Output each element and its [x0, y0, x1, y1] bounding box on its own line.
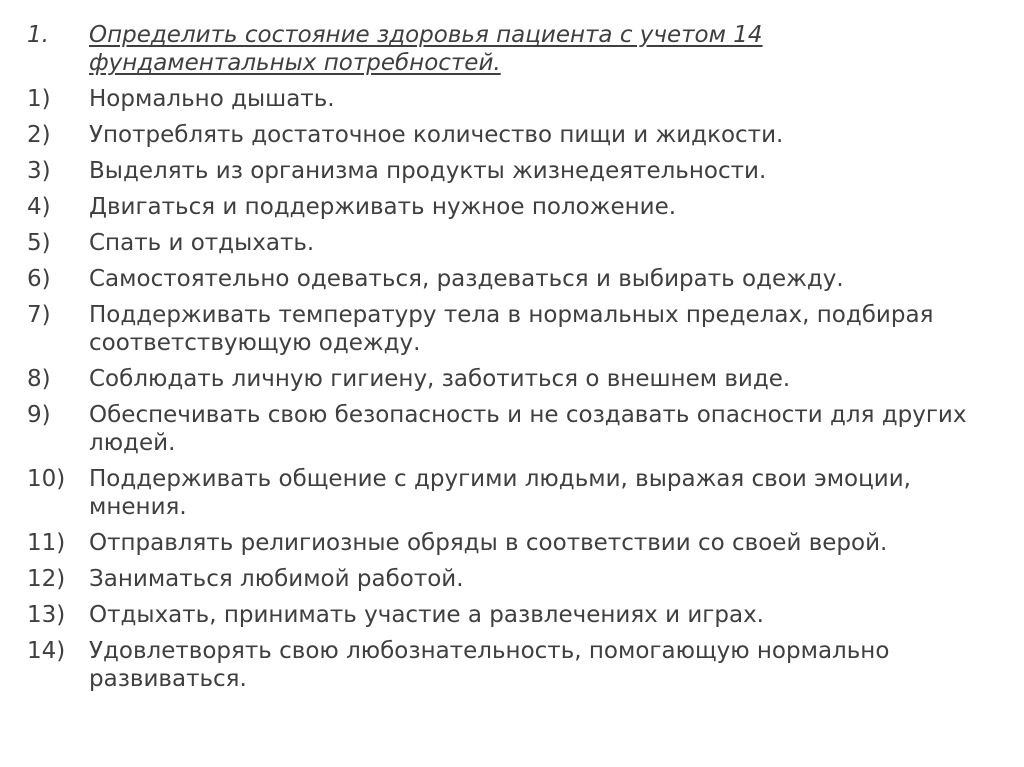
list-item	[27, 265, 984, 293]
item-text: Выделять из организма продукты жизнедеятельности.	[89, 158, 767, 184]
item-text: Отдыхать, принимать участие а развлечениях и играх.	[89, 602, 764, 628]
item-number: 13)	[27, 602, 66, 628]
list-item	[27, 529, 984, 557]
item-text: Соблюдать личную гигиену, заботиться о внешнем виде.	[89, 366, 791, 392]
item-number: 2)	[27, 122, 51, 148]
item-text: Удовлетворять свою любознательность, помогающую нормально развиваться.	[89, 638, 890, 692]
item-number: 8)	[27, 366, 51, 392]
item-text: Спать и отдыхать.	[89, 230, 315, 256]
list-item	[27, 401, 984, 457]
item-text: Обеспечивать свою безопасность и не создавать опасности для других людей.	[89, 402, 967, 456]
item-number: 3)	[27, 158, 51, 184]
item-text: Поддерживать температуру тела в нормальных пределах, подбирая соответствующую одежду.	[89, 302, 934, 356]
item-text: Самостоятельно одеваться, раздеваться и выбирать одежду.	[89, 266, 844, 292]
item-number: 4)	[27, 194, 51, 220]
list-item	[27, 565, 984, 593]
item-text: Двигаться и поддерживать нужное положение.	[89, 194, 677, 220]
item-text: Нормально дышать.	[89, 86, 335, 112]
item-text: Поддерживать общение с другими людьми, выражая свои эмоции, мнения.	[89, 466, 911, 520]
list-item	[27, 465, 984, 521]
list-item	[27, 157, 984, 185]
list-item	[27, 365, 984, 393]
list-item	[27, 193, 984, 221]
item-text: Отправлять религиозные обряды в соответствии со своей верой.	[89, 530, 888, 556]
heading-number: 1.	[27, 22, 49, 48]
list-item	[27, 229, 984, 257]
list-item	[27, 85, 984, 113]
list-item	[27, 637, 984, 693]
item-number: 14)	[27, 638, 66, 664]
item-number: 7)	[27, 302, 51, 328]
item-number: 10)	[27, 466, 66, 492]
heading-text: Определить состояние здоровья пациента с учетом 14 фундаментальных потребностей.	[89, 22, 763, 76]
item-number: 11)	[27, 530, 66, 556]
item-number: 1)	[27, 86, 51, 112]
item-number: 9)	[27, 402, 51, 428]
item-text: Употреблять достаточное количество пищи и жидкости.	[89, 122, 784, 148]
list-item	[27, 121, 984, 149]
section-heading	[27, 21, 984, 77]
item-number: 12)	[27, 566, 66, 592]
list-item	[27, 301, 984, 357]
item-number: 6)	[27, 266, 51, 292]
list-item	[27, 601, 984, 629]
item-text: Заниматься любимой работой.	[89, 566, 464, 592]
item-number: 5)	[27, 230, 51, 256]
